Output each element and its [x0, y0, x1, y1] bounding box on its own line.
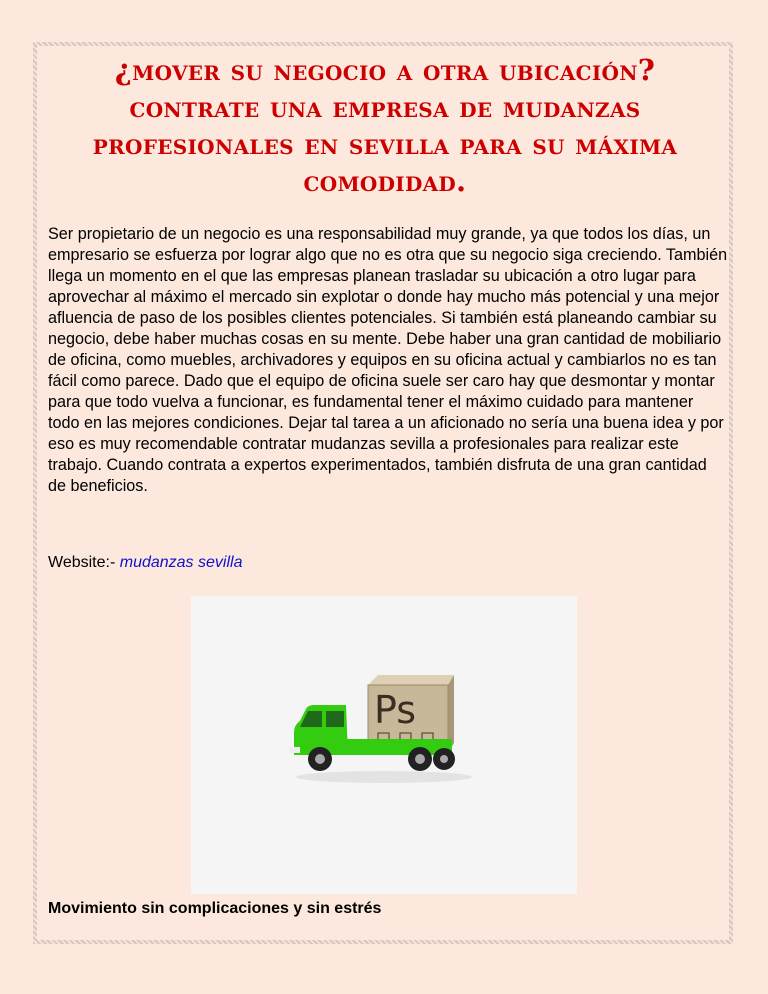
- website-line: [48, 553, 242, 573]
- website-label: Website:-: [48, 554, 120, 571]
- section-subheading: Movimiento sin complicaciones y sin estrés: [48, 900, 382, 917]
- box-label: Ps: [374, 688, 417, 732]
- body-paragraph: Ser propietario de un negocio es una responsabilidad muy grande, ya que todos los días, un empresario se esfuerza por lograr algo que no es otra que su negocio siga creciendo. También llega un momento en el que las empresas planean trasladar su ubicación a otro lugar para aprovechar al máximo el mercado sin explotar o donde hay mucho más potencial y una mejor afluencia de paso de los posibles clientes potenciales. Si también está planeando cambiar su negocio, debe haber muchas cosas en su mente. Debe haber una gran cantidad de mobiliario de oficina, como muebles, archivadores y equipos en su oficina actual y cambiarlos no es tan fácil como parece. Dado que el equipo de oficina suele ser caro hay que desmontar y montar para que todo vuelva a funcionar, es fundamental tener el máximo cuidado para mantener todo en las mejores condiciones. Dejar tal tarea a un aficionado no sería una buena idea y por eso es muy recomendable contratar mudanzas sevilla a profesionales para realizar este trabajo. Cuando contrata a expertos experimentados, también disfruta de una gran cantidad de beneficios.: [48, 225, 728, 495]
- moving-truck-icon: [288, 655, 480, 787]
- moving-truck-image: [191, 596, 577, 894]
- page-title: ¿mover su negocio a otra ubicación? contrate una empresa de mudanzas profesionales en sevilla para su máxima comodidad.: [92, 53, 678, 198]
- website-link[interactable]: mudanzas sevilla: [119, 554, 243, 571]
